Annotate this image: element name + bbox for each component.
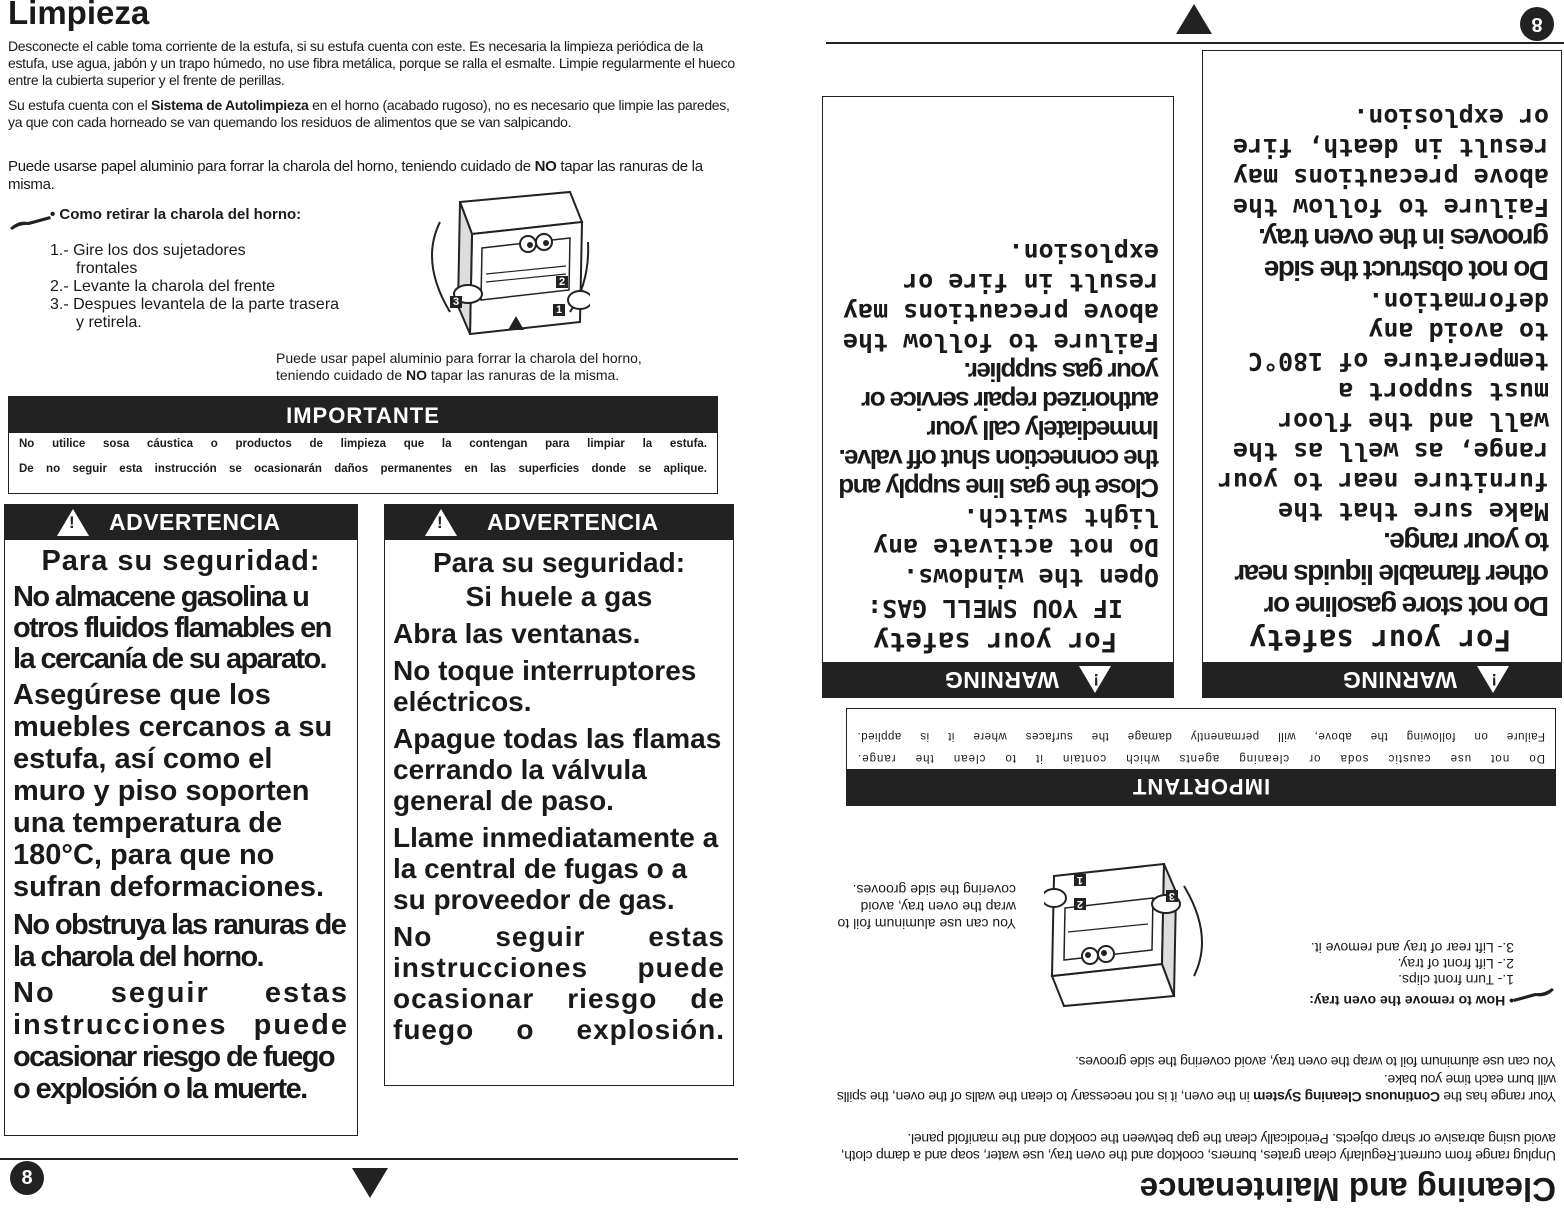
warning-icon: ! (1477, 666, 1509, 693)
warning-box-gas (384, 504, 734, 1086)
warning-subheading: Para su seguridad: (41, 545, 321, 577)
page-number-badge: 8 (10, 1161, 44, 1195)
down-triangle-icon (352, 1168, 388, 1198)
step-item: y retirela. (76, 314, 142, 331)
remove-tray-heading: • Como retirar la charola del horno: (50, 206, 302, 223)
self-cleaning-paragraph: Su estufa cuenta con el Sistema de Autolimpieza en el horno (acabado rugoso), no es necesario que limpie las paredes, ya que con cada horneado se van quemando los residuos de alimentos que se van salpicando. (8, 97, 730, 130)
important-box (8, 396, 718, 494)
warning-icon: ! (1079, 666, 1111, 693)
warning-box-storage (1202, 50, 1562, 698)
warning-text: Do not obstruct the side grooves in the oven tray. (1259, 223, 1549, 286)
step-item: 3.- Despues levantela de la parte trasera (50, 296, 340, 313)
warning-text: Close the gas line supply and the connection shut off valve. (839, 444, 1159, 503)
warning-text: Open the windows. (903, 563, 1159, 592)
illustration-label: 2 (556, 276, 568, 288)
warning-icon: ! (425, 509, 457, 536)
pencil-icon (8, 212, 52, 232)
warning-text: No seguir estas instrucciones puede ocasionar riesgo de fuego o explosión. (393, 921, 725, 1045)
illustration-caption: Puede usar papel aluminio para forrar la charola del horno, teniendo cuidado de NO tapar las ranuras de la misma. (276, 350, 642, 383)
oven-tray-illustration (420, 182, 590, 342)
page-number-badge: 8 (1520, 7, 1554, 41)
illustration-label: 3 (1166, 890, 1178, 902)
warning-text: Abra las ventanas. (393, 618, 641, 649)
illustration-label: 3 (450, 296, 462, 308)
warning-text: No seguir estas instrucciones puede (13, 977, 349, 1041)
oven-tray-illustration (1044, 856, 1214, 1016)
warning-text: Llame inmediatamente a la central de fugas o a su proveedor de gas. (393, 822, 719, 915)
warning-icon: ! (57, 509, 89, 536)
illustration-label: 1 (1074, 874, 1086, 886)
warning-header: ! ADVERTENCIA (385, 505, 733, 540)
warning-text: Immediately call your authorized repair service or your gas supplier. (862, 357, 1159, 445)
down-triangle-icon (1176, 4, 1212, 34)
warning-text: Failure to follow the above precautions may result in death, fire or explosion. (1232, 103, 1549, 222)
step-item: 3.- Lift rear of tray and remove it. (1310, 940, 1514, 956)
spanish-page (0, 0, 760, 1202)
illustration-label: 1 (553, 304, 565, 316)
step-item: frontales (76, 260, 138, 277)
warning-subheading: For your safety (1249, 623, 1511, 657)
warning-subheading: IF YOU SMELL GAS: (867, 594, 1123, 623)
warning-text: Asegúrese que los muebles cercanos a su estufa, así como el muro y piso soporten una temperatura de 180°C, para que no sufran deformaciones. (13, 679, 333, 903)
english-page (804, 0, 1564, 1208)
important-box (846, 708, 1556, 806)
warning-text: No obstruya las ranuras de la charola del horno. (13, 909, 346, 973)
pencil-icon (1512, 986, 1556, 1006)
step-item: 2.- Lift front of tray. (1397, 956, 1514, 972)
footer-rule (0, 1158, 738, 1160)
page-title: Limpieza (8, 0, 150, 31)
warning-subheading: Para su seguridad: (432, 547, 686, 578)
warning-text: No toque interruptores eléctricos. (393, 655, 697, 717)
warning-subheading: Si huele a gas (465, 581, 653, 612)
warning-box-storage (4, 504, 358, 1136)
step-item: 1.- Turn front clips. (1398, 972, 1514, 988)
important-text: De no seguir esta instrucción se ocasionarán daños permanentes en las superficies donde se aplique. (19, 463, 707, 475)
step-item: 1.- Gire los dos sujetadores (50, 242, 246, 259)
warning-text: Do not store gasoline or other flamable liquids near to your range. (1235, 527, 1549, 622)
illustration-caption: You can use aluminum foil to wrap the oven tray, avoid covering the side grooves. (837, 882, 1016, 932)
step-item: 2.- Levante la charola del frente (50, 278, 276, 295)
warning-box-gas (822, 96, 1174, 698)
page-title: Cleaning and Maintenance (1139, 1171, 1556, 1208)
intro-paragraph: Unplug range from current.Regularly clean grates, burners, cooktop and the oven tray, use water, soap and a damp cloth, avoid using abrasive or sharp objects. Periodically clean the gap between the cooktop and the manifold panel. (840, 1131, 1556, 1164)
warning-subheading: For your safety (873, 626, 1117, 657)
important-heading: IMPORTANT (847, 769, 1555, 805)
intro-paragraph: Desconecte el cable toma corriente de la estufa, si su estufa cuenta con este. Es necesaria la limpieza periódica de la estufa, use agua, jabón y un trapo húmedo, no use fibra metálica, porque se ralla el esmalte. Limpie regularmente el hueco entre la cubierta superior y el frente de perillas. (8, 38, 735, 88)
important-text: Do not use caustic soda or cleaning agents which contain it to clean the range. (857, 752, 1545, 764)
self-cleaning-paragraph: Your range has the Continuous Cleaning System in the oven, it is not necessary to clean the walls of the oven, the spills will burn each time you bake. (837, 1072, 1556, 1105)
foil-paragraph: Puede usarse papel aluminio para forrar la charola del horno, teniendo cuidado de NO tapar las ranuras de la misma. (8, 158, 703, 193)
remove-tray-steps (1311, 940, 1514, 988)
important-heading: IMPORTANTE (9, 397, 717, 433)
warning-text: Apague todas las flamas cerrando la válvula general de paso. (393, 723, 722, 816)
warning-header: ! WARNING (1203, 662, 1561, 697)
remove-tray-steps (50, 242, 339, 332)
warning-text: ocasionar riesgo de fuego o explosión o la muerte. (13, 1041, 334, 1105)
warning-text: No almacene gasolina u otros fluidos flamables en la cercanía de su aparato. (13, 581, 331, 675)
warning-text: Make sure that the furniture near to your range, as well as the wall and the floor must support a temperature of 180°C to avoid any deformation. (1217, 287, 1549, 526)
warning-text: Do not activate any light switch. (873, 503, 1159, 562)
warning-header: ! ADVERTENCIA (5, 505, 357, 540)
footer-rule (826, 42, 1564, 44)
warning-header: ! WARNING (823, 662, 1173, 697)
illustration-label: 2 (1074, 898, 1086, 910)
important-text: No utilice sosa cáustica o productos de limpieza que la contengan para limpiar la estufa. (19, 438, 707, 450)
warning-text: Failure to follow the above precautions may result in fire or explosion. (842, 238, 1159, 357)
foil-paragraph: You can use aluminum foil to wrap the oven tray, avoid covering the side grooves. (1075, 1054, 1556, 1070)
important-text: Failure on following the above, will permanently damage the surfaces where it is applied. (857, 730, 1545, 742)
remove-tray-heading: • How to remove the oven tray: (1309, 993, 1514, 1009)
